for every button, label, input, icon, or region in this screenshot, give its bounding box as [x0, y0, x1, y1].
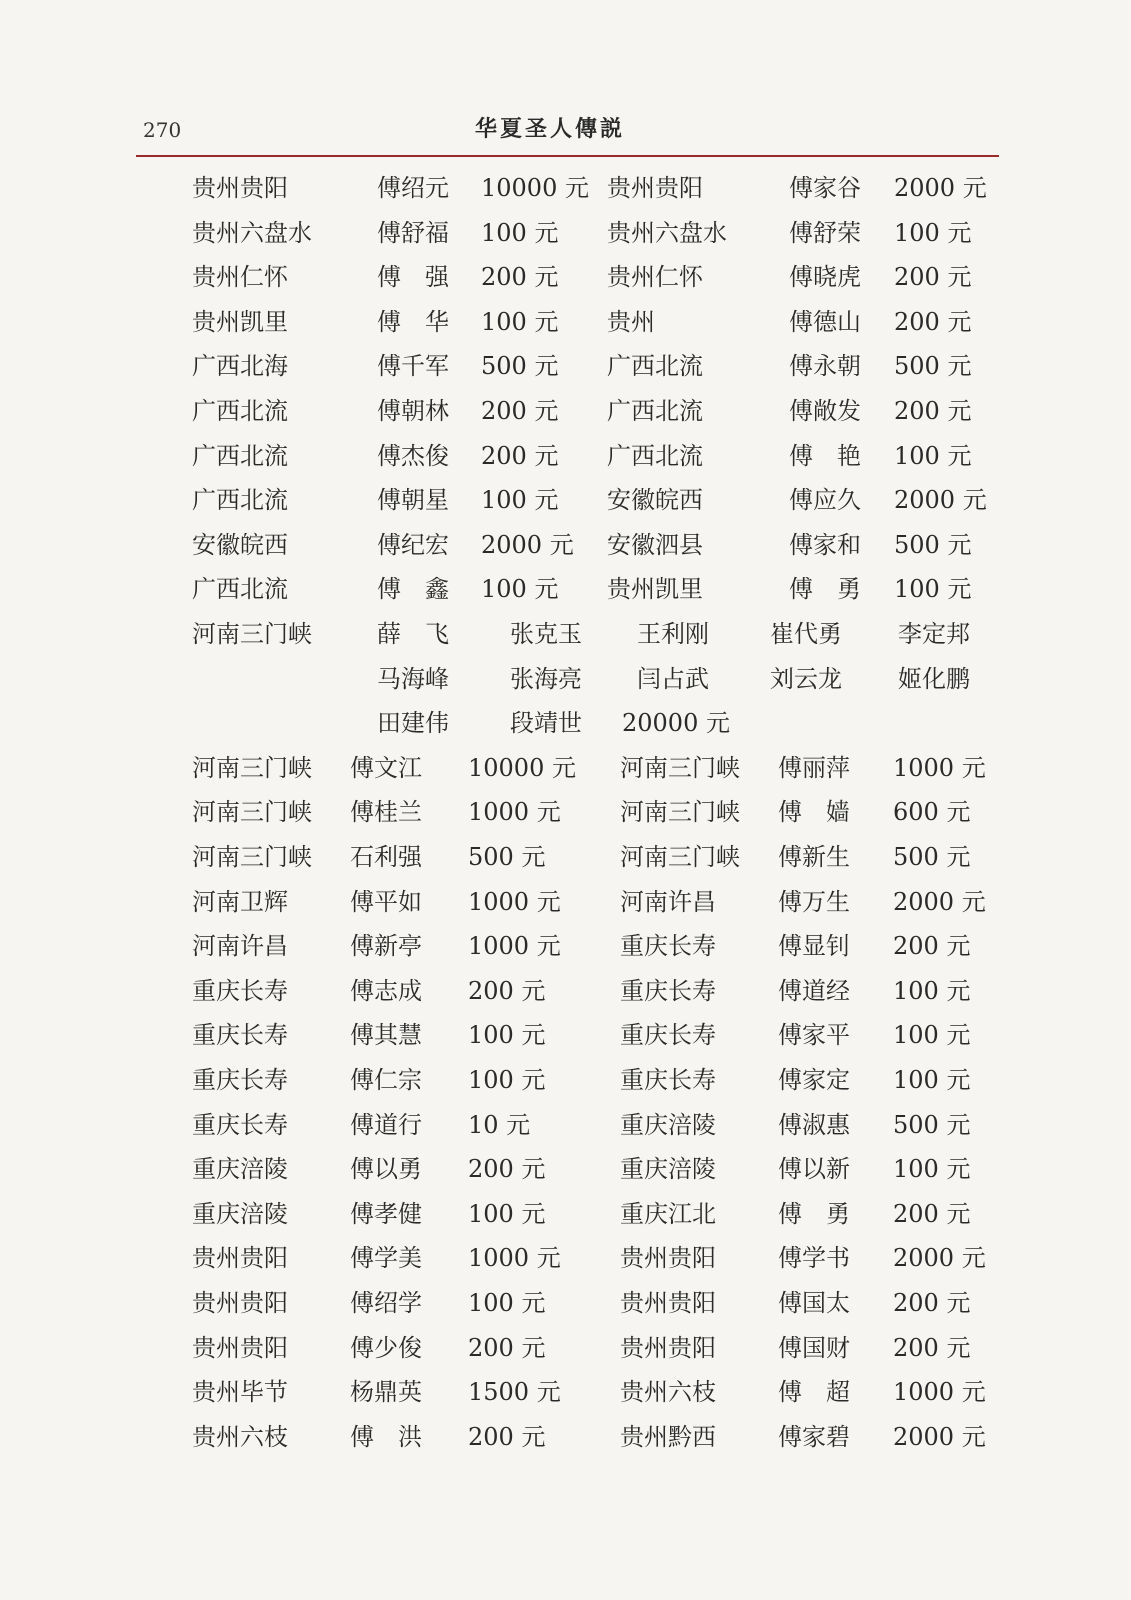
- name-right: 傅 嫱: [778, 798, 850, 826]
- place-right: 贵州凯里: [607, 575, 703, 603]
- amount-left: 10000 元: [481, 174, 589, 202]
- place-right: 广西北流: [607, 397, 703, 425]
- donation-row: [0, 1194, 1131, 1234]
- place-left: 贵州贵阳: [192, 1244, 288, 1272]
- name-right: 傅家谷: [789, 174, 861, 202]
- amount-right: 100 元: [893, 1155, 971, 1183]
- name-left: 傅其慧: [350, 1021, 422, 1049]
- place-left: 广西北流: [192, 575, 288, 603]
- place-right: 重庆涪陵: [620, 1155, 716, 1183]
- place-left: 安徽皖西: [192, 531, 288, 559]
- name-left: 傅舒福: [377, 219, 449, 247]
- name-left: 杨鼎英: [350, 1378, 422, 1406]
- amount-left: 100 元: [481, 575, 559, 603]
- name-left: 傅朝星: [377, 486, 449, 514]
- donation-row: [0, 882, 1131, 922]
- place-left: 广西北流: [192, 397, 288, 425]
- name-left: 傅 鑫: [377, 575, 449, 603]
- place-left: 河南卫辉: [192, 888, 288, 916]
- donation-row: [0, 436, 1131, 476]
- place-left: 重庆长寿: [192, 1066, 288, 1094]
- amount-right: 600 元: [893, 798, 971, 826]
- place-left: 贵州贵阳: [192, 1334, 288, 1362]
- donation-row: [0, 1015, 1131, 1055]
- name-left: 傅少俊: [350, 1334, 422, 1362]
- name-right: 傅学书: [778, 1244, 850, 1272]
- name-left: 傅桂兰: [350, 798, 422, 826]
- amount-right: 100 元: [894, 219, 972, 247]
- amount-left: 200 元: [481, 397, 559, 425]
- name-left: 傅学美: [350, 1244, 422, 1272]
- amount-left: 1000 元: [468, 888, 561, 916]
- amount-right: 500 元: [893, 843, 971, 871]
- donation-row: [0, 1238, 1131, 1278]
- amount-left: 500 元: [468, 843, 546, 871]
- donation-row: [0, 480, 1131, 520]
- name-left: 傅平如: [350, 888, 422, 916]
- donation-row: [0, 346, 1131, 386]
- donation-row: [0, 391, 1131, 431]
- donation-row: [0, 1149, 1131, 1189]
- name-right: 傅万生: [778, 888, 850, 916]
- donation-row: [0, 1417, 1131, 1457]
- group-member: 张海亮: [510, 665, 582, 693]
- name-left: 傅仁宗: [350, 1066, 422, 1094]
- name-right: 傅 超: [778, 1378, 850, 1406]
- name-right: 傅德山: [789, 308, 861, 336]
- name-right: 傅丽萍: [778, 754, 850, 782]
- amount-left: 1000 元: [468, 932, 561, 960]
- place-right: 贵州贵阳: [620, 1334, 716, 1362]
- amount-left: 200 元: [468, 1334, 546, 1362]
- group-member: 闫占武: [637, 665, 709, 693]
- name-left: 傅 华: [377, 308, 449, 336]
- amount-left: 10 元: [468, 1111, 531, 1139]
- place-left: 贵州凯里: [192, 308, 288, 336]
- amount-right: 200 元: [893, 932, 971, 960]
- name-left: 傅绍元: [377, 174, 449, 202]
- group-member: 刘云龙: [770, 665, 842, 693]
- name-left: 傅杰俊: [377, 442, 449, 470]
- group-member: 薛 飞: [377, 620, 449, 648]
- place-left: 重庆长寿: [192, 1021, 288, 1049]
- amount-right: 200 元: [894, 308, 972, 336]
- name-right: 傅显钊: [778, 932, 850, 960]
- place-left: 河南许昌: [192, 932, 288, 960]
- group-row: [0, 659, 1131, 699]
- amount-left: 500 元: [481, 352, 559, 380]
- amount-left: 1000 元: [468, 1244, 561, 1272]
- donation-row: [0, 792, 1131, 832]
- amount-left: 100 元: [481, 308, 559, 336]
- amount-right: 100 元: [893, 977, 971, 1005]
- name-right: 傅 勇: [778, 1200, 850, 1228]
- place-right: 河南三门峡: [620, 754, 740, 782]
- amount-right: 100 元: [893, 1066, 971, 1094]
- group-member: 田建伟: [377, 709, 449, 737]
- name-right: 傅新生: [778, 843, 850, 871]
- group-member: 张克玉: [510, 620, 582, 648]
- name-left: 傅纪宏: [377, 531, 449, 559]
- place-right: 重庆长寿: [620, 1066, 716, 1094]
- place-left: 重庆长寿: [192, 977, 288, 1005]
- place-right: 河南许昌: [620, 888, 716, 916]
- amount-right: 500 元: [894, 352, 972, 380]
- place-right: 贵州黔西: [620, 1423, 716, 1451]
- amount-left: 200 元: [468, 977, 546, 1005]
- name-right: 傅道经: [778, 977, 850, 1005]
- amount-right: 2000 元: [893, 1244, 986, 1272]
- amount-left: 200 元: [468, 1423, 546, 1451]
- amount-right: 2000 元: [894, 174, 987, 202]
- group-member: 姬化鹏: [898, 665, 970, 693]
- group-place: 河南三门峡: [192, 620, 312, 648]
- name-right: 傅家和: [789, 531, 861, 559]
- amount-left: 100 元: [468, 1200, 546, 1228]
- name-right: 傅家平: [778, 1021, 850, 1049]
- group-row: [0, 614, 1131, 654]
- amount-right: 200 元: [893, 1334, 971, 1362]
- amount-left: 100 元: [481, 219, 559, 247]
- place-left: 贵州仁怀: [192, 263, 288, 291]
- place-right: 重庆江北: [620, 1200, 716, 1228]
- name-left: 傅 强: [377, 263, 449, 291]
- amount-right: 200 元: [894, 263, 972, 291]
- running-title: 华夏圣人傳説: [475, 116, 626, 142]
- amount-right: 2000 元: [893, 888, 986, 916]
- amount-right: 100 元: [893, 1021, 971, 1049]
- donation-row: [0, 257, 1131, 297]
- place-right: 贵州: [607, 308, 655, 336]
- amount-right: 500 元: [893, 1111, 971, 1139]
- name-right: 傅 艳: [789, 442, 861, 470]
- amount-left: 10000 元: [468, 754, 576, 782]
- donation-row: [0, 748, 1131, 788]
- name-left: 傅以勇: [350, 1155, 422, 1183]
- donation-row: [0, 1372, 1131, 1412]
- group-member: 王利刚: [637, 620, 709, 648]
- amount-left: 100 元: [468, 1021, 546, 1049]
- place-left: 广西北海: [192, 352, 288, 380]
- group-member: 李定邦: [898, 620, 970, 648]
- name-right: 傅以新: [778, 1155, 850, 1183]
- name-right: 傅应久: [789, 486, 861, 514]
- amount-left: 200 元: [481, 442, 559, 470]
- place-right: 重庆长寿: [620, 1021, 716, 1049]
- name-left: 傅新亭: [350, 932, 422, 960]
- page-number: 270: [143, 118, 182, 142]
- amount-left: 100 元: [468, 1066, 546, 1094]
- group-member: 马海峰: [377, 665, 449, 693]
- name-right: 傅敞发: [789, 397, 861, 425]
- amount-left: 2000 元: [481, 531, 574, 559]
- amount-left: 100 元: [468, 1289, 546, 1317]
- name-left: 傅朝林: [377, 397, 449, 425]
- place-left: 贵州六枝: [192, 1423, 288, 1451]
- name-left: 傅道行: [350, 1111, 422, 1139]
- place-right: 贵州六盘水: [607, 219, 727, 247]
- place-left: 贵州贵阳: [192, 1289, 288, 1317]
- donation-row: [0, 168, 1131, 208]
- donation-row: [0, 213, 1131, 253]
- donation-row: [0, 569, 1131, 609]
- group-member: 崔代勇: [770, 620, 842, 648]
- donation-row: [0, 302, 1131, 342]
- amount-left: 1000 元: [468, 798, 561, 826]
- place-left: 广西北流: [192, 486, 288, 514]
- name-left: 傅志成: [350, 977, 422, 1005]
- name-right: 傅永朝: [789, 352, 861, 380]
- donation-row: [0, 926, 1131, 966]
- place-left: 贵州毕节: [192, 1378, 288, 1406]
- place-right: 重庆长寿: [620, 932, 716, 960]
- donation-row: [0, 1328, 1131, 1368]
- name-left: 傅孝健: [350, 1200, 422, 1228]
- place-right: 广西北流: [607, 442, 703, 470]
- name-left: 石利强: [350, 843, 422, 871]
- header-rule: [136, 155, 999, 157]
- amount-right: 100 元: [894, 442, 972, 470]
- place-left: 河南三门峡: [192, 798, 312, 826]
- group-member: 段靖世: [510, 709, 582, 737]
- amount-right: 2000 元: [894, 486, 987, 514]
- place-right: 河南三门峡: [620, 798, 740, 826]
- name-left: 傅绍学: [350, 1289, 422, 1317]
- name-right: 傅 勇: [789, 575, 861, 603]
- amount-right: 200 元: [893, 1200, 971, 1228]
- donation-row: [0, 1105, 1131, 1145]
- place-right: 贵州贵阳: [607, 174, 703, 202]
- name-left: 傅千军: [377, 352, 449, 380]
- donation-row: [0, 1283, 1131, 1323]
- donation-row: [0, 1060, 1131, 1100]
- place-right: 重庆涪陵: [620, 1111, 716, 1139]
- name-right: 傅国财: [778, 1334, 850, 1362]
- amount-right: 1000 元: [893, 754, 986, 782]
- name-right: 傅淑惠: [778, 1111, 850, 1139]
- amount-right: 200 元: [893, 1289, 971, 1317]
- place-left: 重庆涪陵: [192, 1200, 288, 1228]
- name-left: 傅文江: [350, 754, 422, 782]
- amount-left: 100 元: [481, 486, 559, 514]
- place-right: 广西北流: [607, 352, 703, 380]
- donation-row: [0, 837, 1131, 877]
- place-right: 安徽泗县: [607, 531, 703, 559]
- amount-left: 200 元: [481, 263, 559, 291]
- donation-row: [0, 525, 1131, 565]
- place-right: 河南三门峡: [620, 843, 740, 871]
- place-left: 广西北流: [192, 442, 288, 470]
- amount-left: 200 元: [468, 1155, 546, 1183]
- place-left: 贵州六盘水: [192, 219, 312, 247]
- place-left: 贵州贵阳: [192, 174, 288, 202]
- place-right: 贵州仁怀: [607, 263, 703, 291]
- name-right: 傅国太: [778, 1289, 850, 1317]
- name-right: 傅舒荣: [789, 219, 861, 247]
- amount-left: 1500 元: [468, 1378, 561, 1406]
- amount-right: 200 元: [894, 397, 972, 425]
- donation-row: [0, 971, 1131, 1011]
- amount-right: 2000 元: [893, 1423, 986, 1451]
- place-left: 重庆涪陵: [192, 1155, 288, 1183]
- place-right: 贵州六枝: [620, 1378, 716, 1406]
- group-amount: 20000 元: [622, 709, 730, 737]
- amount-right: 500 元: [894, 531, 972, 559]
- place-left: 河南三门峡: [192, 754, 312, 782]
- place-right: 安徽皖西: [607, 486, 703, 514]
- amount-right: 1000 元: [893, 1378, 986, 1406]
- name-left: 傅 洪: [350, 1423, 422, 1451]
- name-right: 傅家碧: [778, 1423, 850, 1451]
- place-left: 重庆长寿: [192, 1111, 288, 1139]
- place-right: 贵州贵阳: [620, 1289, 716, 1317]
- group-row: [0, 703, 1131, 743]
- place-left: 河南三门峡: [192, 843, 312, 871]
- amount-right: 100 元: [894, 575, 972, 603]
- name-right: 傅家定: [778, 1066, 850, 1094]
- place-right: 贵州贵阳: [620, 1244, 716, 1272]
- name-right: 傅晓虎: [789, 263, 861, 291]
- place-right: 重庆长寿: [620, 977, 716, 1005]
